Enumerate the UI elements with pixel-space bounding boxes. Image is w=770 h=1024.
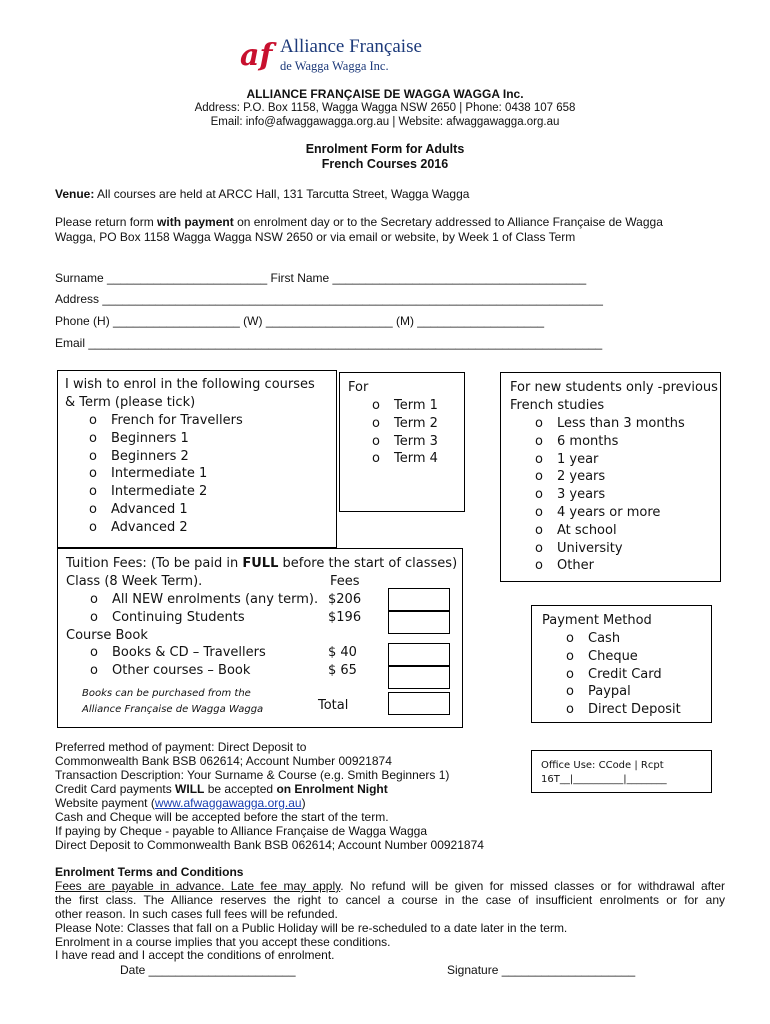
previous-study-option-label: 6 months xyxy=(557,433,619,449)
terms-line5: Enrolment in a course implies that you accept these conditions. xyxy=(55,934,391,949)
venue-line xyxy=(55,187,469,201)
org-name: ALLIANCE FRANÇAISE DE WAGGA WAGGA Inc. xyxy=(246,87,524,101)
previous-study-option-label: Other xyxy=(557,558,594,574)
return-note-line2: Wagga, PO Box 1158 Wagga Wagga NSW 2650 or via email or website, by Week 1 of Class Term xyxy=(55,230,576,244)
payment-method-list xyxy=(566,630,681,719)
previous-study-option-label: Less than 3 months xyxy=(557,416,685,431)
books-note-line1: Books can be purchased from the xyxy=(82,688,251,699)
bullet: o xyxy=(535,433,543,449)
logo xyxy=(240,36,440,78)
payment-method-option[interactable] xyxy=(566,648,681,666)
payment-method-option-label: Cash xyxy=(588,631,621,646)
cc-mid: be accepted xyxy=(204,782,277,796)
course-option-label: Intermediate 2 xyxy=(111,484,208,500)
website-pre: Website payment ( xyxy=(55,796,155,810)
bullet: o xyxy=(372,415,380,431)
bullet: o xyxy=(535,504,543,520)
course-option-label: Beginners 1 xyxy=(111,430,189,446)
bullet: o xyxy=(566,684,574,700)
course-option-label: Advanced 1 xyxy=(111,501,188,517)
course-book-label: Course Book xyxy=(66,628,148,643)
fee-row-book1 xyxy=(90,644,98,662)
course-option[interactable] xyxy=(89,519,243,537)
previous-study-option[interactable] xyxy=(535,522,685,540)
course-heading-line1: I wish to enrol in the following courses xyxy=(65,377,315,392)
payment-info-line8: Direct Deposit to Commonwealth Bank BSB 062614; Account Number 00921874 xyxy=(55,838,484,852)
address-field[interactable]: Address ___________________________________________________________________________ xyxy=(55,292,603,306)
fees-heading-bold: FULL xyxy=(242,556,279,571)
bullet: o xyxy=(535,522,543,538)
terms-line4: Please Note: Classes that fall on a Public Holiday will be re-scheduled to a date later in the term. xyxy=(55,920,568,935)
previous-heading xyxy=(510,379,718,415)
course-heading-line2: & Term (please tick) xyxy=(65,394,196,410)
course-option[interactable] xyxy=(89,412,243,430)
course-box xyxy=(57,370,337,548)
return-note xyxy=(55,215,663,245)
form-title: Enrolment Form for Adults xyxy=(305,142,465,156)
previous-study-option-label: At school xyxy=(557,522,617,538)
previous-study-option-label: 2 years xyxy=(557,469,606,485)
bullet: o xyxy=(89,501,97,517)
website-post: ) xyxy=(301,796,306,810)
bullet: o xyxy=(90,645,98,660)
total-label: Total xyxy=(318,698,349,713)
bullet: o xyxy=(535,469,543,485)
previous-studies-box xyxy=(500,372,721,582)
logo-name: Alliance Française xyxy=(280,36,422,57)
bullet: o xyxy=(89,448,97,464)
term-option-label: Term 3 xyxy=(394,433,438,449)
payment-info xyxy=(55,740,484,852)
payment-info-line4 xyxy=(55,782,484,796)
bullet: o xyxy=(535,540,543,556)
fee-cont-amount-box[interactable] xyxy=(388,611,450,634)
bullet: o xyxy=(535,451,543,467)
venue-label: Venue: xyxy=(55,187,95,201)
payment-method-box xyxy=(531,605,712,723)
bullet: o xyxy=(90,592,98,607)
bullet: o xyxy=(89,466,97,482)
previous-study-option[interactable] xyxy=(535,504,685,522)
bullet: o xyxy=(89,413,97,428)
fee-new-label: All NEW enrolments (any term). xyxy=(112,592,319,607)
payment-method-option-label: Paypal xyxy=(588,684,631,700)
phone-field[interactable]: Phone (H) ___________________ (W) ___________________ (M) ___________________ xyxy=(55,314,545,328)
fee-new-amount: $206 xyxy=(328,592,362,607)
term-option-label: Term 2 xyxy=(394,415,438,431)
org-contact: Email: info@afwaggawagga.org.au | Website: afwaggawagga.org.au xyxy=(210,116,560,128)
books-note-line2: Alliance Française de Wagga Wagga xyxy=(82,704,264,715)
cc-pre: Credit Card payments xyxy=(55,782,176,796)
previous-heading-line2: French studies xyxy=(510,397,605,413)
payment-info-line1: Preferred method of payment: Direct Deposit to xyxy=(55,740,307,754)
previous-study-option[interactable] xyxy=(535,451,685,469)
payment-info-line6: Cash and Cheque will be accepted before the start of the term. xyxy=(55,810,389,824)
course-list xyxy=(89,412,243,537)
previous-list xyxy=(535,415,685,575)
term-option[interactable] xyxy=(372,397,438,415)
bullet: o xyxy=(89,484,97,500)
fees-label: Fees xyxy=(330,574,360,589)
fee-book1-label: Books & CD – Travellers xyxy=(112,645,266,660)
fees-heading-post: before the start of classes) xyxy=(278,556,458,571)
surname-field[interactable]: Surname ________________________ First Name ______________________________________ xyxy=(55,271,587,285)
bullet: o xyxy=(90,610,98,625)
terms-heading: Enrolment Terms and Conditions xyxy=(55,865,244,879)
office-use-line1: Office Use: CCode | Rcpt xyxy=(541,760,664,771)
return-note-pre: Please return form xyxy=(55,215,158,229)
fee-cont-amount: $196 xyxy=(328,610,362,625)
payment-method-option[interactable] xyxy=(566,683,681,701)
payment-method-option-label: Credit Card xyxy=(588,666,662,682)
fee-row-new xyxy=(90,591,98,609)
class-label: Class (8 Week Term). xyxy=(66,574,203,589)
payment-method-option[interactable] xyxy=(566,666,681,684)
term-option-label: Term 4 xyxy=(394,451,438,467)
payment-method-heading: Payment Method xyxy=(542,613,652,628)
term-box xyxy=(339,372,465,512)
course-heading xyxy=(65,376,315,412)
term-option[interactable] xyxy=(372,450,438,468)
website-link[interactable]: www.afwaggawagga.org.au xyxy=(154,796,302,810)
course-option[interactable] xyxy=(89,448,243,466)
previous-study-option[interactable] xyxy=(535,486,685,504)
bullet: o xyxy=(535,416,543,431)
terms-line1-underlined: Fees are payable in advance. Late fee may apply xyxy=(55,878,341,893)
fee-new-amount-box[interactable] xyxy=(388,588,450,611)
terms-line6: I have read and I accept the conditions of enrolment. xyxy=(55,948,335,963)
bullet: o xyxy=(89,519,97,535)
venue-text: All courses are held at ARCC Hall, 131 Tarcutta Street, Wagga Wagga xyxy=(94,187,470,201)
course-option[interactable] xyxy=(89,501,243,519)
fee-book2-amount: $ 65 xyxy=(328,663,357,678)
fee-book2-amount-box[interactable] xyxy=(388,666,450,689)
previous-study-option[interactable] xyxy=(535,540,685,558)
bullet: o xyxy=(535,558,543,574)
previous-study-option[interactable] xyxy=(535,433,685,451)
previous-study-option-label: 4 years or more xyxy=(557,504,661,520)
course-option-label: Beginners 2 xyxy=(111,448,189,464)
previous-study-option[interactable] xyxy=(535,415,685,433)
terms-line1-rest: . No refund will be given for missed classes or for withdrawal after xyxy=(340,878,726,893)
payment-method-option-label: Direct Deposit xyxy=(588,702,681,718)
bullet: o xyxy=(372,451,380,467)
bullet: o xyxy=(372,433,380,449)
bullet: o xyxy=(90,663,98,678)
signature-field[interactable]: Signature ____________________ xyxy=(447,963,636,977)
payment-info-line5 xyxy=(55,796,484,810)
bullet: o xyxy=(566,631,574,646)
term-heading: For xyxy=(348,380,369,395)
fees-heading xyxy=(66,555,457,573)
term-option[interactable] xyxy=(372,415,438,433)
payment-info-line7: If paying by Cheque - payable to Alliance Française de Wagga Wagga xyxy=(55,824,427,838)
payment-info-line3: Transaction Description: Your Surname & Course (e.g. Smith Beginners 1) xyxy=(55,768,450,782)
previous-study-option[interactable] xyxy=(535,557,685,575)
fee-book1-amount-box[interactable] xyxy=(388,643,450,666)
return-note-post: on enrolment day or to the Secretary addressed to Alliance Française de Wagga xyxy=(233,215,663,229)
date-field[interactable]: Date ______________________ xyxy=(120,963,296,977)
course-option-label: French for Travellers xyxy=(111,413,243,428)
cc-will: WILL xyxy=(175,782,205,796)
office-use-box xyxy=(531,750,712,793)
term-option[interactable] xyxy=(372,433,438,451)
payment-info-line2: Commonwealth Bank BSB 062614; Account Number 00921874 xyxy=(55,754,392,768)
bullet: o xyxy=(535,487,543,503)
fees-heading-pre: Tuition Fees: (To be paid in xyxy=(66,556,243,571)
terms-conditions xyxy=(55,866,725,963)
return-note-bold: with payment xyxy=(157,215,234,229)
email-field[interactable]: Email _____________________________________________________________________________ xyxy=(55,336,603,350)
office-use-line2: 16T__|__________|________ xyxy=(541,774,667,785)
course-option[interactable] xyxy=(89,430,243,448)
form-subtitle: French Courses 2016 xyxy=(321,157,449,171)
terms-line3: other reason. In such cases full fees will be refunded. xyxy=(55,906,338,921)
course-option[interactable] xyxy=(89,465,243,483)
bullet: o xyxy=(372,398,380,413)
fee-cont-label: Continuing Students xyxy=(112,610,245,625)
course-option-label: Intermediate 1 xyxy=(111,466,208,482)
payment-method-option[interactable] xyxy=(566,630,681,648)
term-list xyxy=(372,397,438,468)
course-option-label: Advanced 2 xyxy=(111,519,188,535)
payment-method-option-label: Cheque xyxy=(588,648,638,664)
bullet: o xyxy=(566,666,574,682)
cc-night: on Enrolment Night xyxy=(276,782,388,796)
bullet: o xyxy=(566,702,574,718)
previous-study-option-label: University xyxy=(557,540,623,556)
fee-row-continuing xyxy=(90,609,98,627)
bullet: o xyxy=(89,430,97,446)
fee-book2-label: Other courses – Book xyxy=(112,663,251,678)
bullet: o xyxy=(566,648,574,664)
books-note xyxy=(82,686,263,718)
previous-study-option[interactable] xyxy=(535,468,685,486)
term-option-label: Term 1 xyxy=(394,398,438,413)
course-option[interactable] xyxy=(89,483,243,501)
logo-mark: af xyxy=(240,38,273,73)
terms-line1 xyxy=(55,880,725,894)
terms-line2: the first class. The Alliance reserves the right to cancel a course in the case of insufficient enrolments or for any xyxy=(55,892,725,907)
previous-study-option-label: 1 year xyxy=(557,451,599,467)
org-address: Address: P.O. Box 1158, Wagga Wagga NSW 2650 | Phone: 0438 107 658 xyxy=(194,102,576,114)
fee-book1-amount: $ 40 xyxy=(328,645,357,660)
total-amount-box[interactable] xyxy=(388,692,450,715)
payment-method-option[interactable] xyxy=(566,701,681,719)
previous-study-option-label: 3 years xyxy=(557,487,606,503)
fee-row-book2 xyxy=(90,662,98,680)
logo-subtitle: de Wagga Wagga Inc. xyxy=(280,59,389,73)
previous-heading-line1: For new students only -previous xyxy=(510,380,718,395)
